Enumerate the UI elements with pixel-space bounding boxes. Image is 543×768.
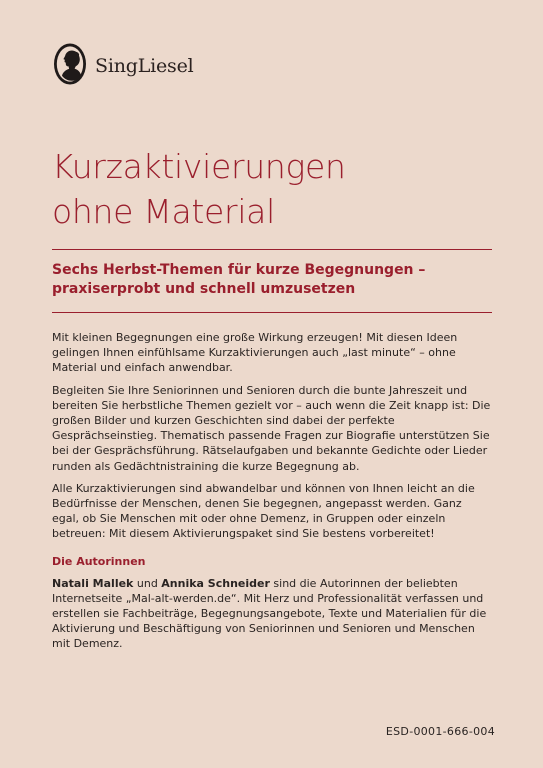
brand-logo <box>53 42 194 86</box>
title-line-1: Kurzaktivierungen <box>52 147 346 186</box>
subtitle-line-2: praxiserprobt und schnell umzusetzen <box>52 281 356 297</box>
author-name-1: Natali Mallek <box>52 576 134 590</box>
author-name-2: Annika Schneider <box>161 576 270 590</box>
authors-connector: und <box>133 576 162 590</box>
subtitle <box>52 261 492 299</box>
divider-top <box>52 249 492 250</box>
page-title <box>52 144 346 234</box>
authors-paragraph <box>52 576 492 652</box>
subtitle-line-1: Sechs Herbst-Themen für kurze Begegnungen – <box>52 262 426 278</box>
paragraph-intro: Mit kleinen Begegnungen eine große Wirkung erzeugen! Mit diesen Ideen gelingen Ihnen einfühlsame Kurzaktivierungen auch „last minute“ – ohne Material und einfach anwendbar. <box>52 331 458 375</box>
description <box>52 330 492 659</box>
paragraph-details: Begleiten Sie Ihre Seniorinnen und Senioren durch die bunte Jahreszeit und bereiten Sie herbstliche Themen gezielt vor – auch wenn die Zeit knapp ist: Die großen Bilder und kurzen Geschichten sind dabei der perfekte Gesprächseinstieg. Thematisch passende Fragen zur Biografie unterstützen Sie bei der Gesprächsführung. Rätselaufgaben und bekannte Gedichte oder Lieder runden als Gedächtnistraining die kurze Begegnung ab. <box>52 383 491 473</box>
divider-bottom <box>52 312 492 313</box>
paragraph-adaptability: Alle Kurzaktivierungen sind abwandelbar und können von Ihnen leicht an die Bedürfnisse der Menschen, denen Sie begegnen, angepasst werden. Ganz egal, ob Sie Menschen mit oder ohne Demenz, in Gruppen oder einzeln betreuen: Mit diesem Aktivierungspaket sind Sie bestens vorbereitet! <box>52 481 475 541</box>
authors-heading: Die Autorinnen <box>52 554 146 568</box>
authors-text: sind die Autorinnen der beliebten Internetseite „Mal-alt-werden.de“. Mit Herz und Professionalität verfassen und erstellen sie Fachbeiträge, Begegnungsangebote, Texte und Materialien für die Aktivierung und Beschäftigung von Seniorinnen und Senioren und Menschen mit Demenz. <box>52 576 487 651</box>
brand-name: SingLiesel <box>95 55 194 77</box>
silhouette-portrait-icon <box>53 42 87 86</box>
title-line-2: ohne Material <box>52 192 275 231</box>
product-code: ESD-0001-666-004 <box>385 725 495 738</box>
